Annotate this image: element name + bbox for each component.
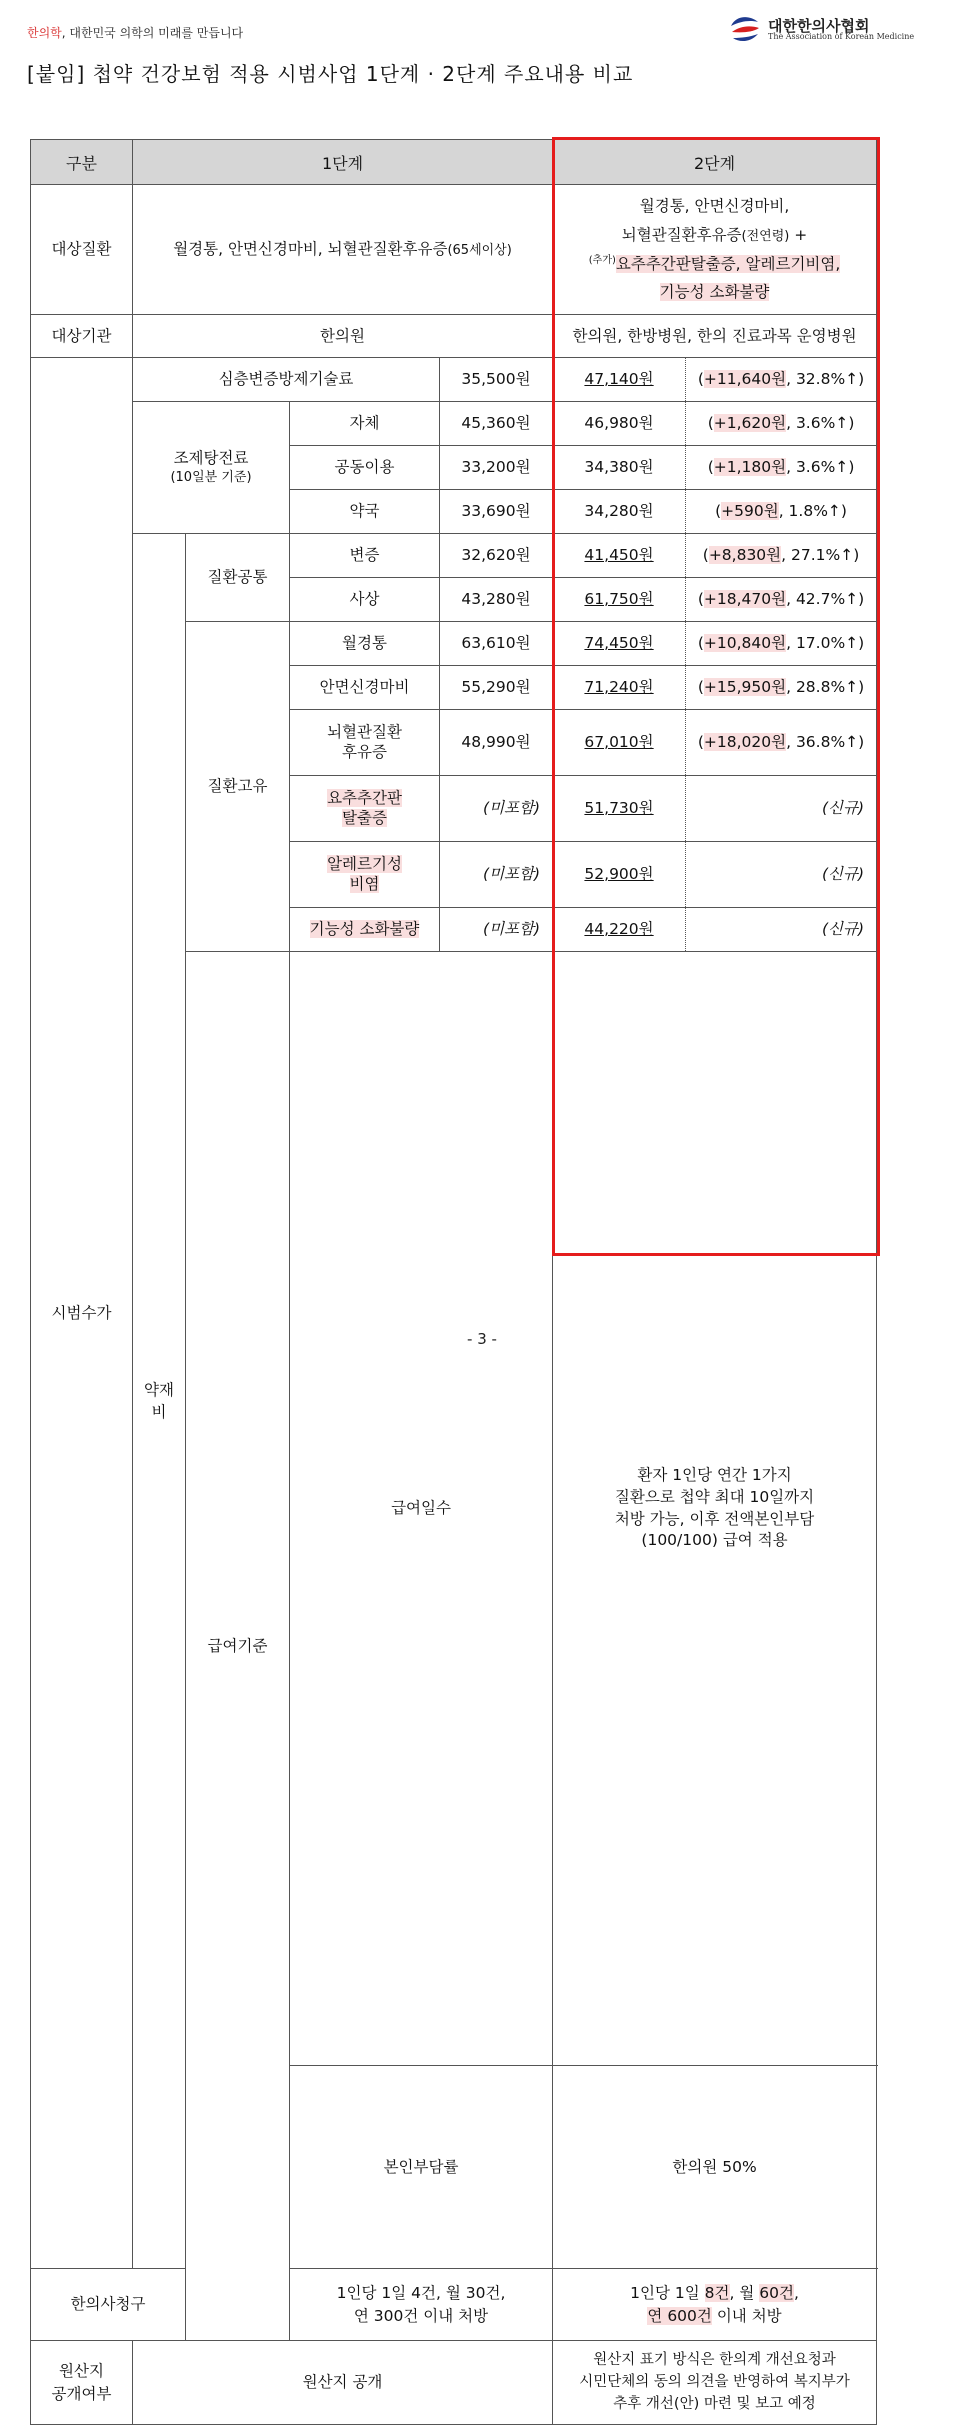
header-gubun: 구분 (31, 140, 133, 185)
fee-new-s1: (미포함) (440, 842, 553, 908)
fee-new-s2: 51,730원 (553, 776, 686, 842)
page-number: - 3 - (467, 1330, 497, 1348)
fee-prep-s1: 45,360원 (440, 402, 553, 446)
fee-prep-diff: (+1,620원, 3.6%↑) (686, 402, 877, 446)
association-logo (728, 12, 938, 46)
fee-drug-label: 약재 비 (133, 534, 186, 2269)
fee-specific-s1: 55,290원 (440, 666, 553, 710)
criteria-days-s1: 환자 1인당 연간 1가지 질환으로 첩약 최대 10일까지 처방 가능, 이후 전액본인부담 (100/100) 급여 적용 (553, 952, 877, 2066)
header-stage2: 2단계 (553, 140, 877, 185)
comparison-table (30, 139, 877, 2425)
fee-prep-s1: 33,690원 (440, 490, 553, 534)
disease-stage2-line1: 월경통, 안면신경마비, (639, 197, 790, 216)
institution-stage1: 한의원 (133, 315, 553, 358)
fee-specific-s1: 63,610원 (440, 622, 553, 666)
fee-specific-item-label: 안면신경마비 (290, 666, 440, 710)
fee-new-note: (신규) (686, 842, 877, 908)
disease-stage1 (133, 185, 553, 315)
association-emblem-icon (728, 12, 762, 46)
fee-new-s1: (미포함) (440, 776, 553, 842)
label-target-disease: 대상질환 (31, 185, 133, 315)
fee-prep-s1: 33,200원 (440, 446, 553, 490)
fee-prep-s2: 34,380원 (553, 446, 686, 490)
origin-stage2: 원산지 표기 방식은 한의계 개선요청과 시민단체의 동의 의견을 반영하여 복지부가 추후 개선(안) 마련 및 보고 예정 (553, 2341, 877, 2425)
fee-common-item-label: 변증 (290, 534, 440, 578)
fee-common-item-label: 사상 (290, 578, 440, 622)
disease-stage2-line4: 기능성 소화불량 (659, 283, 770, 302)
label-target-institution: 대상기관 (31, 315, 133, 358)
label-origin: 원산지 공개여부 (31, 2341, 133, 2425)
fee-deep-s2: 47,140원 (553, 358, 686, 402)
table-row (31, 534, 877, 578)
tagline-red: 한의학 (27, 26, 62, 40)
logo-text: 대한한의사협회 (768, 17, 870, 35)
fee-prep-diff: (+590원, 1.8%↑) (686, 490, 877, 534)
row-target-institution (31, 315, 877, 358)
fee-common-diff: (+18,470원, 42.7%↑) (686, 578, 877, 622)
disease-stage1-main: 월경통, 안면신경마비, 뇌혈관질환후유증 (173, 240, 448, 259)
fee-prep-label-own: 자체 (290, 402, 440, 446)
fee-common-s2: 61,750원 (553, 578, 686, 622)
fee-specific-item-label: 월경통 (290, 622, 440, 666)
label-fee: 시범수가 (31, 358, 133, 2269)
criteria-claim-label: 한의사청구 (31, 2269, 186, 2341)
fee-prep-label-pharmacy: 약국 (290, 490, 440, 534)
disease-stage2 (553, 185, 877, 315)
fee-new-item-label: 알레르기성 비염 (290, 842, 440, 908)
fee-common-s1: 32,620원 (440, 534, 553, 578)
institution-stage2: 한의원, 한방병원, 한의 진료과목 운영병원 (553, 315, 877, 358)
fee-deep-diff: (+11,640원, 32.8%↑) (686, 358, 877, 402)
fee-specific-item-label: 뇌혈관질환 후유증 (290, 710, 440, 776)
fee-new-s1: (미포함) (440, 908, 553, 952)
disease-stage1-age: (65세이상) (447, 243, 512, 259)
fee-deep-label: 심층변증방제기술료 (133, 358, 440, 402)
fee-common-label: 질환공통 (186, 534, 290, 622)
criteria-claim-s2: 1인당 1일 8건, 월 60건, 연 600건 이내 처방 (553, 2269, 877, 2341)
fee-new-s2: 44,220원 (553, 908, 686, 952)
header-stage1: 1단계 (133, 140, 553, 185)
logo-subtitle: The Association of Korean Medicine (768, 32, 915, 41)
fee-prep-s2: 46,980원 (553, 402, 686, 446)
origin-stage1: 원산지 공개 (133, 2341, 553, 2425)
fee-prep-label-shared: 공동이용 (290, 446, 440, 490)
criteria-copay-label: 본인부담률 (290, 2066, 553, 2269)
table-header-row (31, 140, 877, 185)
fee-common-s1: 43,280원 (440, 578, 553, 622)
table-row (31, 402, 877, 446)
criteria-copay-s1: 한의원 50% (553, 2066, 877, 2269)
disease-stage2-line3: $^{(추가)}$요추추간판탈출증, 알레르기비염, (588, 254, 841, 273)
fee-specific-diff: (+10,840원, 17.0%↑) (686, 622, 877, 666)
table-row (31, 2269, 877, 2341)
header-tagline (27, 24, 243, 41)
fee-specific-label: 질환고유 (186, 622, 290, 952)
fee-new-item-label: 기능성 소화불량 (290, 908, 440, 952)
disease-stage2-line2: 뇌혈관질환후유증(전연령) + (621, 225, 808, 244)
document-title: [붙임] 첩약 건강보험 적용 시범사업 1단계 · 2단계 주요내용 비교 (27, 62, 634, 86)
row-target-disease (31, 185, 877, 315)
row-origin (31, 2341, 877, 2425)
fee-specific-s2: 74,450원 (553, 622, 686, 666)
fee-new-note: (신규) (686, 908, 877, 952)
tagline-rest: , 대한민국 의학의 미래를 만듭니다 (61, 26, 244, 40)
fee-specific-s2: 71,240원 (553, 666, 686, 710)
fee-prep-label: 조제탕전료 (10일분 기준) (133, 402, 290, 534)
fee-specific-diff: (+18,020원, 36.8%↑) (686, 710, 877, 776)
fee-specific-s1: 48,990원 (440, 710, 553, 776)
fee-common-diff: (+8,830원, 27.1%↑) (686, 534, 877, 578)
fee-specific-s2: 67,010원 (553, 710, 686, 776)
fee-prep-s2: 34,280원 (553, 490, 686, 534)
fee-specific-diff: (+15,950원, 28.8%↑) (686, 666, 877, 710)
fee-new-item-label: 요추추간판 탈출증 (290, 776, 440, 842)
fee-new-note: (신규) (686, 776, 877, 842)
criteria-days-label: 급여일수 (290, 952, 553, 2066)
table-row (31, 358, 877, 402)
label-criteria: 급여기준 (186, 952, 290, 2341)
fee-common-s2: 41,450원 (553, 534, 686, 578)
fee-deep-s1: 35,500원 (440, 358, 553, 402)
fee-new-s2: 52,900원 (553, 842, 686, 908)
criteria-claim-s1: 1인당 1일 4건, 월 30건, 연 300건 이내 처방 (290, 2269, 553, 2341)
fee-prep-diff: (+1,180원, 3.6%↑) (686, 446, 877, 490)
